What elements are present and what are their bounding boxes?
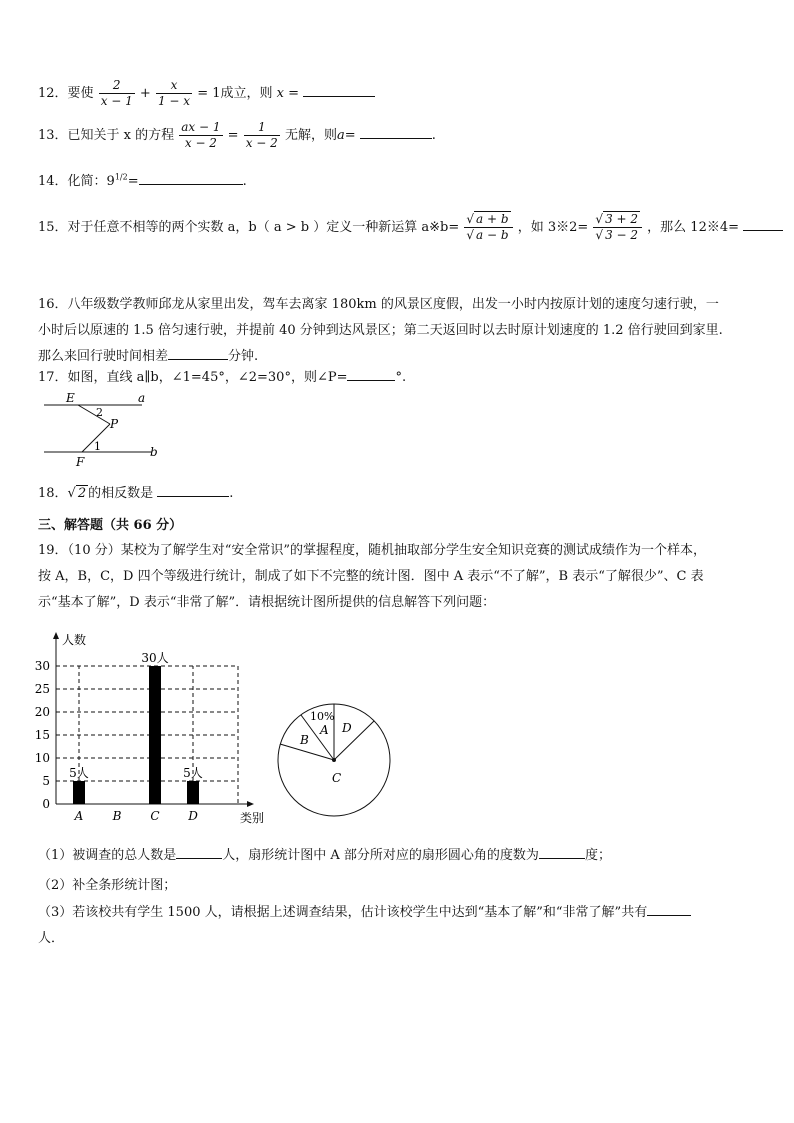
y-tick-label: 10 [34,751,50,765]
question-13: 13．已知关于 x 的方程 $\frac{ax - 1}{x - 2}$ = $\frac{1}{x - 2}$ 无解，则a= . [38,120,436,150]
answer-blank[interactable] [303,82,375,97]
q19-sub2: （2）补全条形统计图； [38,878,177,893]
x-tick-label: C [150,809,160,823]
question-19: 19．（10 分）某校为了解学生对“安全常识”的掌握程度，随机抽取部分学生安全知识竞赛的测试成绩作为一个样本， 按 A，B，C，D 四个等级进行统计，制成了如下不完整的统计图．图中 A 表示“不了解”，B 表示“了解很少”、C 表 示“基本了解”，D 表示“非常了解”．请根据统计图所提供的信息解答下列问题： [38,543,707,610]
question-15: 15．对于任意不相等的两个实数 a，b（ a > b ）定义一种新运算 a※b= $\frac{√ a + b}{√ a - b}$ ，如 3※2= $\frac{√ 3 + 2}{√ 3 - 2}$ ，那么 12※4= [38,212,783,243]
pie-label-A: A [320,723,329,737]
label-P: P [110,417,119,431]
bar-A [73,781,85,804]
y-tick-label: 20 [34,705,50,719]
fraction: $\frac{√ a + b}{√ a - b}$ [464,212,512,243]
question-16: 16．八年级数学教师邱龙从家里出发，驾车去离家 180km 的风景区度假，出发一小时内按原计划的速度匀速行驶，一 小时后以原速的 1.5 倍匀速行驶，并提前 40 分钟到达风景区；第二天返回时以去时原计划速度的 1.2 倍行驶回到家里. 那么来回行驶时间相差 分钟. [38,297,723,364]
question-14: 14．化简：$9^{1/2}=$ . [38,170,247,189]
bar-value-label: 30人 [141,651,169,665]
section-heading: 三、解答题（共 66 分） [38,518,183,533]
fraction: $\frac{1}{x - 2}$ [245,120,278,150]
answer-blank[interactable] [168,345,228,360]
y-tick-label: 15 [34,728,50,742]
pie-label-D: D [342,721,352,735]
label-E: E [66,391,75,405]
y-tick-label: 25 [34,682,50,696]
y-axis-arrow [53,632,59,639]
angle-2-label: 2 [96,406,103,419]
pie-label-C: C [332,771,342,785]
parallel-lines-figure [38,388,178,470]
answer-blank[interactable] [743,216,783,231]
bar-value-label: 5人 [183,766,203,780]
pie-divider [334,721,374,760]
answer-blank[interactable] [647,901,691,916]
q19-sub1: （1）被调查的总人数是 人，扇形统计图中 A 部分所对应的扇形圆心角的度数为 度； [38,844,611,863]
label-F: F [76,455,85,469]
pie-label-percent: 10% [310,710,335,723]
q19-sub3: （3）若该校共有学生 1500 人，请根据上述调查结果，估计该校学生中达到“基本了解”和“非常了解”共有 人． [38,900,756,952]
answer-blank[interactable] [360,124,432,139]
bar-value-label: 5人 [69,766,89,780]
answer-blank[interactable] [157,482,229,497]
bar-C [149,666,161,804]
x-tick-label: A [74,809,84,823]
bar-D [187,781,199,804]
question-18: 18．√ 2 的相反数是 . [38,482,233,501]
fraction: $\frac{ax - 1}{x - 2}$ [181,120,221,150]
x-axis-arrow [247,801,254,807]
y-tick-label: 5 [42,774,50,788]
label-b: b [150,445,158,459]
pie-center [332,758,336,762]
bar-chart [34,628,274,828]
answer-blank[interactable] [176,844,222,859]
question-17: 17．如图，直线 a∥b，∠1=45°，∠2=30°，则∠P= °. [38,366,406,385]
fraction: $\frac{√ 3 + 2}{√ 3 - 2}$ [593,212,642,243]
x-tick-label: D [188,809,198,823]
pie-chart [270,696,400,826]
x-axis-title: 类别 [240,811,265,825]
x-tick-label: B [112,809,122,823]
question-12: 12．要使 $\frac{2}{x - 1}$ + $\frac{x}{1 - x}$ = 1成立，则 x = [38,78,375,109]
fraction: $\frac{2}{x - 1}$ [100,78,133,108]
answer-blank[interactable] [539,844,585,859]
y-axis-title: 人数 [62,633,87,647]
fraction: $\frac{x}{1 - x}$ [157,78,191,108]
y-tick-label: 30 [34,659,50,673]
pie-label-B: B [300,733,309,747]
y-tick-label: 0 [42,797,50,811]
angle-1-label: 1 [94,440,101,453]
label-a: a [138,391,146,405]
answer-blank[interactable] [347,366,395,381]
answer-blank[interactable] [139,170,243,185]
